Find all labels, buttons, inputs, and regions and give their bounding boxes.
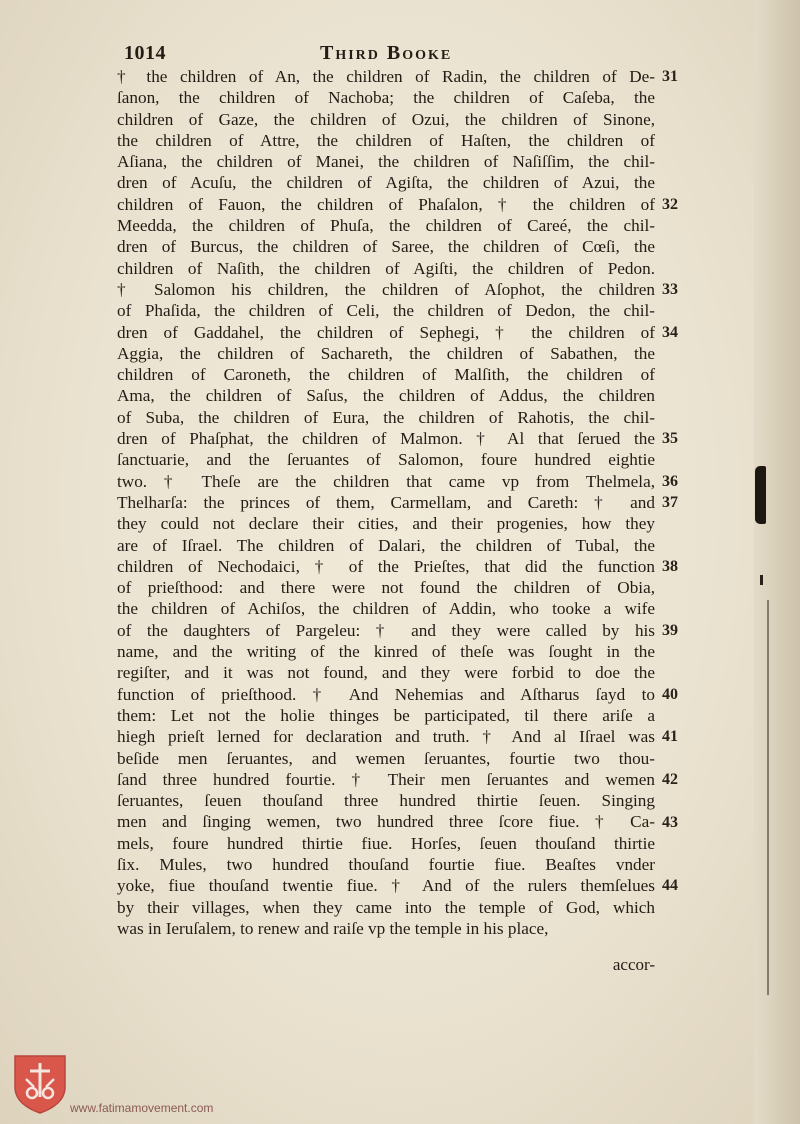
catchword: accor- (612, 955, 655, 974)
verse-number: 37 (662, 494, 678, 511)
verse-number: 38 (662, 557, 678, 575)
verse-number: 33 (662, 281, 678, 298)
text-line: dren of Gaddahel, the children of Sephegi, † the children of (117, 322, 655, 342)
verse-number: 32 (662, 195, 678, 213)
text-line: children of Nechodaici, † of the Prieſtes, that did the function (117, 556, 655, 576)
text-line: Thelharſa: the princes of them, Carmellam, and Careth: † and (117, 492, 655, 512)
folio-number: 1014 (124, 42, 166, 64)
text-line: of prieſthood: and there were not found the children of Obia, (117, 578, 655, 598)
verse-number: 39 (662, 621, 678, 639)
text-line: of Phaſida, the children of Celi, the children of Dedon, the chil- (117, 301, 655, 321)
text-line: ſeruantes, ſeuen thouſand three hundred thirtie ſeuen. Singing (117, 791, 655, 811)
text-line: name, and the writing of the kinred of theſe was ſought in the (117, 642, 655, 662)
text-line: ſanon, the children of Nachoba; the children of Caſeba, the (117, 88, 655, 108)
text-line: them: Let not the holie thinges be participated, til there ariſe a (117, 705, 655, 725)
text-line: children of Naſith, the children of Agiſti, the children of Pedon. (117, 258, 655, 278)
text-line: Aggia, the children of Sachareth, the children of Sabathen, the (117, 343, 655, 363)
shield-logo-icon (12, 1053, 68, 1115)
text-line: two. † Theſe are the children that came vp from Thelmela, (117, 471, 655, 491)
text-line: dren of Acuſu, the children of Agiſta, the children of Azui, the (117, 173, 655, 193)
text-line: the children of Attre, the children of Haſten, the children of (117, 130, 655, 150)
text-line: of Suba, the children of Eura, the children of Rahotis, the chil- (117, 407, 655, 427)
verse-number: 35 (662, 430, 678, 448)
text-line: † the children of An, the children of Radin, the children of De- (117, 67, 655, 86)
text-line: dren of Burcus, the children of Saree, the children of Cœſi, the (117, 237, 655, 257)
text-line: Aſiana, the children of Manei, the children of Naſiſſim, the chil- (117, 152, 655, 172)
text-line: by their villages, when they came into the temple of God, which (117, 897, 655, 917)
text-line: Ama, the children of Saſus, the children of Addus, the children (117, 386, 655, 406)
body-text (117, 66, 655, 939)
verse-number: 40 (662, 685, 678, 703)
text-line: was in Ieruſalem, to renew and raiſe vp the temple in his place, (117, 918, 549, 938)
verse-number: 42 (662, 770, 678, 788)
verse-number: 44 (662, 877, 678, 895)
verse-number: 43 (662, 813, 678, 831)
margin-bracket-mark (755, 466, 766, 524)
text-line: function of prieſthood. † And Nehemias and Aſtharus ſayd to (117, 684, 655, 704)
website-watermark: www.fatimamovement.com (70, 1101, 214, 1115)
text-line: they could not declare their cities, and their progenies, how they (117, 514, 655, 534)
page-gutter-edge (754, 0, 800, 1124)
text-line: of the daughters of Pargeleu: † and they were called by his (117, 620, 655, 640)
text-line: beſide men ſeruantes, and wemen ſeruantes, fourtie two thou- (117, 748, 655, 768)
text-line: ſand three hundred fourtie. † Their men ſeruantes and wemen (117, 769, 655, 789)
text-line: children of Fauon, the children of Phaſalon, † the children of (117, 194, 655, 214)
verse-number: 34 (662, 323, 678, 341)
gutter-rule (767, 600, 769, 995)
text-line: ſix. Mules, two hundred thouſand fourtie fiue. Beaſtes vnder (117, 854, 655, 874)
text-line: hiegh prieſt lerned for declaration and truth. † And al Iſrael was (117, 727, 655, 747)
text-line: are of Iſrael. The children of Dalari, the children of Tubal, the (117, 535, 655, 555)
text-line: regiſter, and it was not found, and they were forbid to doe the (117, 663, 655, 683)
verse-number: 41 (662, 728, 678, 746)
verse-number: 36 (662, 472, 678, 490)
text-line: men and ſinging wemen, two hundred three ſcore fiue. † Ca- (117, 812, 655, 832)
text-line: † Salomon his children, the children of Aſophot, the children (117, 279, 655, 299)
text-line: children of Caroneth, the children of Malſith, the children of (117, 365, 655, 385)
text-line: Meedda, the children of Phuſa, the children of Careé, the chil- (117, 216, 655, 236)
text-line: yoke, fiue thouſand twentie fiue. † And of the rulers themſelues (117, 876, 655, 896)
verse-number: 31 (662, 68, 678, 85)
text-line: the children of Achiſos, the children of Addin, who tooke a wife (117, 599, 655, 619)
running-head: Third Booke (320, 42, 453, 64)
text-line: dren of Phaſphat, the children of Malmon. † Al that ſerued the (117, 429, 655, 449)
page-header (124, 42, 654, 68)
text-line: ſanctuarie, and the ſeruantes of Salomon, foure hundred eightie (117, 450, 655, 470)
margin-dot-mark (760, 575, 763, 585)
text-line: children of Gaze, the children of Ozui, the children of Sinone, (117, 109, 655, 129)
text-line: mels, foure hundred thirtie fiue. Horſes, ſeuen thouſand thirtie (117, 833, 655, 853)
